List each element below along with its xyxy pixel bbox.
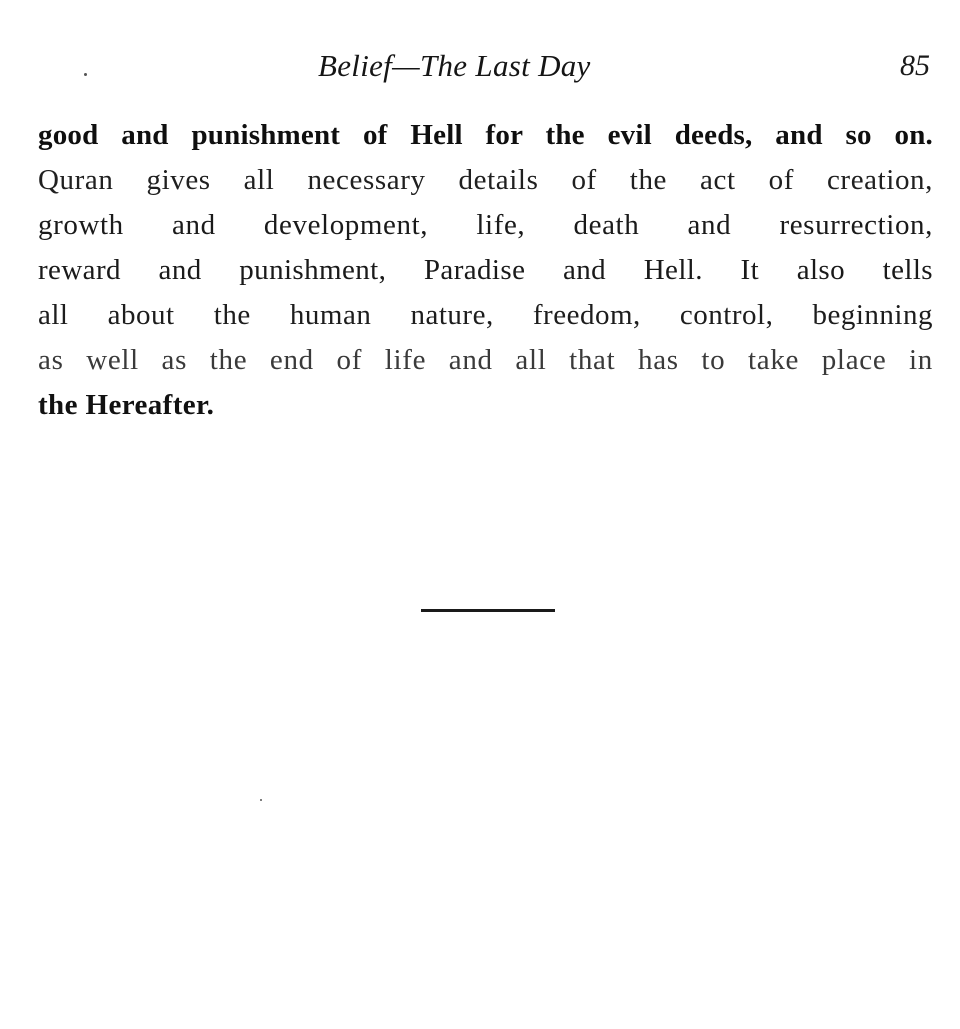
section-end-rule: [421, 609, 555, 612]
chapter-title: Belief—The Last Day: [318, 48, 591, 83]
body-paragraph: [38, 113, 933, 428]
text-line: Quran gives all necessary details of the act of creation,: [38, 164, 933, 196]
text-line: all about the human nature, freedom, control, beginning: [38, 299, 933, 331]
text-line: growth and development, life, death and resurrection,: [38, 209, 933, 241]
print-speck: [260, 799, 262, 801]
page-number: 85: [900, 49, 930, 82]
text-line: the Hereafter.: [38, 389, 215, 421]
text-line: good and punishment of Hell for the evil deeds, and so on.: [38, 119, 933, 151]
text-line: as well as the end of life and all that has to take place in: [38, 344, 933, 376]
text-line: reward and punishment, Paradise and Hell. It also tells: [38, 254, 933, 286]
running-head: [0, 44, 960, 88]
